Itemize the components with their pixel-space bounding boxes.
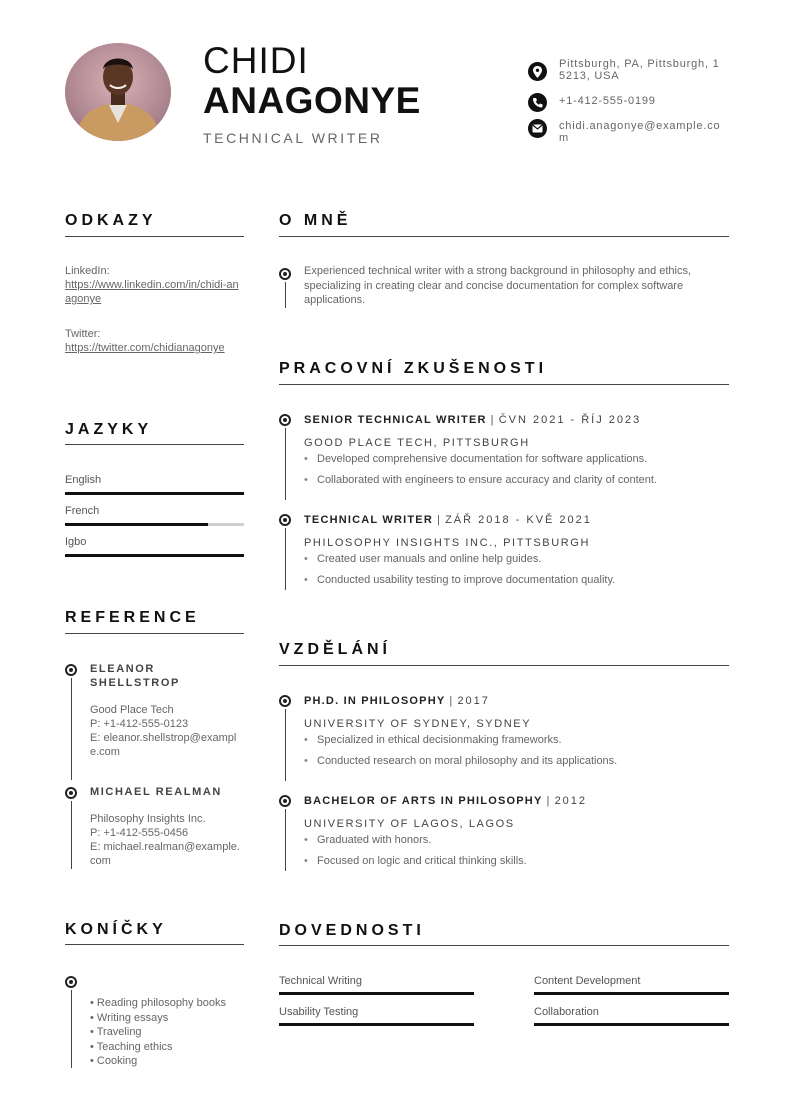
hobby-item: • Cooking — [90, 1054, 226, 1069]
separator: | — [449, 695, 454, 707]
timeline-dot — [65, 976, 77, 988]
separator: | — [490, 414, 495, 426]
graduation-year: 2017 — [457, 695, 490, 707]
timeline-line — [285, 809, 286, 871]
reference-company: Good Place Tech — [90, 704, 174, 716]
skill-name: Technical Writing — [279, 975, 362, 987]
first-name: CHIDI — [203, 40, 309, 81]
skill-level-fill — [279, 992, 474, 995]
profile-photo — [65, 43, 171, 141]
about-text: Experienced technical writer with a strong background in philosophy and ethics, specializing in creating clear and concise documentation for complex software applications. — [304, 265, 692, 306]
education-heading-line — [304, 695, 490, 707]
timeline-line — [285, 282, 286, 308]
language-name: Igbo — [65, 536, 87, 548]
timeline-line — [285, 528, 286, 590]
experience-heading: PRACOVNÍ ZKUŠENOSTI — [279, 360, 548, 377]
graduation-year: 2012 — [554, 795, 588, 807]
reference-company: Philosophy Insights Inc. — [90, 813, 206, 825]
reference-email[interactable]: E: michael.realman@example.com — [90, 841, 240, 867]
job-heading — [304, 514, 592, 526]
timeline-dot — [279, 414, 291, 426]
degree: PH.D. IN PHILOSOPHY — [304, 695, 446, 707]
job-dates: ZÁŘ 2018 - KVĚ 2021 — [445, 514, 592, 526]
language-level-fill — [65, 492, 244, 495]
bullet-item: • Graduated with honors. — [304, 830, 527, 851]
about-heading: O MNĚ — [279, 212, 352, 229]
last-name: ANAGONYE — [203, 80, 421, 121]
education-bullets — [304, 730, 617, 772]
timeline-dot — [65, 787, 77, 799]
job-bullets — [304, 449, 657, 491]
job-bullets — [304, 549, 615, 591]
references-rule — [65, 633, 244, 634]
skill-name: Content Development — [534, 975, 641, 987]
languages-rule — [65, 444, 244, 445]
timeline-line — [285, 428, 286, 500]
skill-level-bar — [534, 992, 729, 995]
timeline-line — [71, 801, 72, 869]
skill-level-fill — [534, 992, 729, 995]
timeline-line — [71, 678, 72, 780]
school: UNIVERSITY OF SYDNEY, SYDNEY — [304, 718, 532, 730]
language-level-bar — [65, 523, 244, 526]
contact-address: Pittsburgh, PA, Pittsburgh, 15213, USA — [559, 58, 720, 82]
bullet-item: • Focused on logic and critical thinking skills. — [304, 851, 527, 872]
timeline-line — [285, 709, 286, 781]
bullet-item: • Conducted usability testing to improve documentation quality. — [304, 570, 615, 591]
language-level-fill — [65, 523, 208, 526]
links-rule — [65, 236, 244, 237]
education-heading: VZDĚLÁNÍ — [279, 641, 391, 658]
timeline-dot — [65, 664, 77, 676]
job-company: GOOD PLACE TECH, PITTSBURGH — [304, 437, 530, 449]
hobbies-list — [90, 996, 226, 1069]
timeline-dot — [279, 695, 291, 707]
hobby-item: • Traveling — [90, 1025, 226, 1040]
job-role: TECHNICAL WRITER — [304, 514, 433, 526]
job-role: SENIOR TECHNICAL WRITER — [304, 414, 487, 426]
experience-rule — [279, 384, 729, 385]
job-title: TECHNICAL WRITER — [203, 130, 383, 146]
bullet-item: • Specialized in ethical decisionmaking frameworks. — [304, 730, 617, 751]
job-dates: ČVN 2021 - ŘÍJ 2023 — [498, 414, 642, 426]
skill-level-bar — [534, 1023, 729, 1026]
location-pin-icon — [528, 62, 547, 81]
language-name: French — [65, 505, 100, 517]
separator: | — [546, 795, 551, 807]
job-company: PHILOSOPHY INSIGHTS INC., PITTSBURGH — [304, 537, 590, 549]
language-level-fill — [65, 554, 244, 557]
hobbies-heading: KONÍČKY — [65, 921, 167, 938]
skill-level-fill — [534, 1023, 729, 1026]
twitter-link[interactable]: https://twitter.com/chidianagonye — [65, 342, 225, 354]
person-photo-icon — [65, 43, 171, 141]
twitter-label: Twitter: — [65, 328, 101, 340]
degree: BACHELOR OF ARTS IN PHILOSOPHY — [304, 795, 543, 807]
language-level-bar — [65, 492, 244, 495]
linkedin-link[interactable]: https://www.linkedin.com/in/chidi-anagonye — [65, 279, 239, 305]
hobby-item: • Reading philosophy books — [90, 996, 226, 1011]
separator: | — [437, 514, 442, 526]
reference-email[interactable]: E: eleanor.shellstrop@example.com — [90, 732, 237, 758]
skills-rule — [279, 945, 729, 946]
skill-level-bar — [279, 1023, 474, 1026]
education-heading-line — [304, 795, 587, 807]
languages-heading: JAZYKY — [65, 421, 153, 438]
bullet-item: • Collaborated with engineers to ensure accuracy and clarity of content. — [304, 470, 657, 491]
reference-phone: P: +1-412-555-0123 — [90, 718, 189, 730]
timeline-dot — [279, 795, 291, 807]
hobby-item: • Teaching ethics — [90, 1040, 226, 1055]
bullet-item: • Conducted research on moral philosophy and its applications. — [304, 751, 617, 772]
contact-email[interactable]: chidi.anagonye@example.com — [559, 120, 721, 144]
reference-name: MICHAEL REALMAN — [90, 786, 222, 798]
timeline-line — [71, 990, 72, 1068]
reference-name: ELEANOR SHELLSTROP — [90, 663, 180, 689]
linkedin-label: LinkedIn: — [65, 265, 110, 277]
envelope-icon — [528, 119, 547, 138]
timeline-dot — [279, 514, 291, 526]
job-heading — [304, 414, 641, 426]
language-name: English — [65, 474, 102, 486]
language-level-bar — [65, 554, 244, 557]
hobbies-rule — [65, 944, 244, 945]
references-heading: REFERENCE — [65, 609, 200, 626]
skill-name: Usability Testing — [279, 1006, 359, 1018]
hobby-item: • Writing essays — [90, 1011, 226, 1026]
skills-heading: DOVEDNOSTI — [279, 922, 425, 939]
education-rule — [279, 665, 729, 666]
links-heading: ODKAZY — [65, 212, 157, 229]
skill-level-fill — [279, 1023, 474, 1026]
skill-level-bar — [279, 992, 474, 995]
reference-phone: P: +1-412-555-0456 — [90, 827, 189, 839]
education-bullets — [304, 830, 527, 872]
bullet-item: • Created user manuals and online help guides. — [304, 549, 615, 570]
contact-phone: +1-412-555-0199 — [559, 95, 656, 107]
school: UNIVERSITY OF LAGOS, LAGOS — [304, 818, 515, 830]
bullet-item: • Developed comprehensive documentation for software applications. — [304, 449, 657, 470]
timeline-dot — [279, 268, 291, 280]
about-rule — [279, 236, 729, 237]
phone-icon — [528, 93, 547, 112]
skill-name: Collaboration — [534, 1006, 599, 1018]
